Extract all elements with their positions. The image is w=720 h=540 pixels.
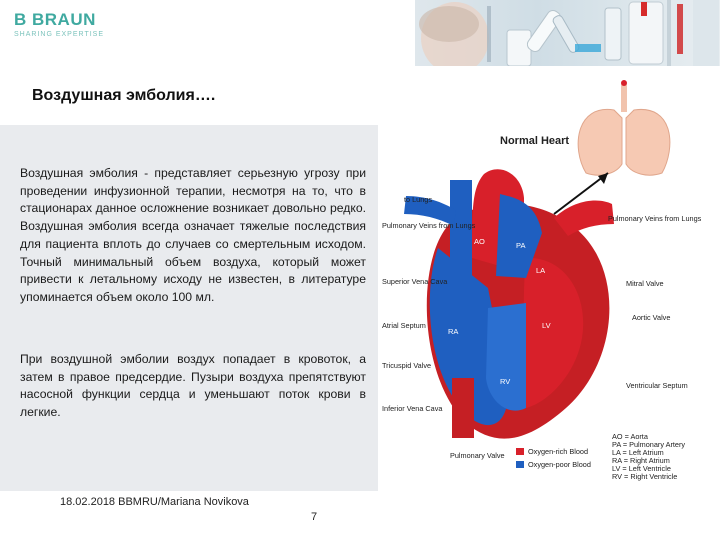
chamber-la: LA [536, 266, 546, 275]
label-to-lungs: to Lungs [404, 195, 432, 204]
header-banner-image [415, 0, 720, 66]
legend-ao: AO = Aorta [612, 432, 648, 441]
swatch-label-oxygen-rich: Oxygen-rich Blood [528, 447, 589, 456]
label-ventricular-septum: Ventricular Septum [626, 381, 688, 390]
heart-diagram [376, 78, 702, 488]
slide-title: Воздушная эмболия…. [32, 87, 216, 104]
legend-ra: RA = Right Atrium [612, 456, 670, 465]
banner-illustration [415, 0, 720, 66]
chamber-ra: RA [448, 327, 459, 336]
label-superior-vena-cava: Superior Vena Cava [382, 277, 448, 286]
legend-lv: LV = Left Ventricle [612, 464, 671, 473]
label-tricuspid-valve: Tricuspid Valve [382, 361, 432, 370]
label-pulmonary-veins-left: Pulmonary Veins from Lungs [382, 221, 476, 230]
footer-author: 18.02.2018 BBMRU/Mariana Novikova [60, 496, 249, 508]
chamber-pa: PA [516, 241, 526, 250]
label-aortic-valve: Aortic Valve [632, 313, 671, 322]
paragraph-1: Воздушная эмболия - представляет серьезную угрозу при проведении инфузионной терапии, несмотря на то, что в стационарах данное осложнение возникает довольно редко. Воздушная эмболия всегда означает тяжелые последствия для пациента вплоть до случаев со смертельным исходом. Точный минимальный объем воздуха, который может привести к летальному исходу не известен, в литературе упоминается объем около 100 мл. [20, 166, 366, 304]
chamber-ao: AO [474, 237, 485, 246]
legend-la: LA = Left Atrium [612, 448, 664, 457]
page-number: 7 [311, 511, 318, 523]
label-pulmonary-valve: Pulmonary Valve [450, 451, 505, 460]
label-atrial-septum: Atrial Septum [382, 321, 426, 330]
heart-illustration [404, 169, 614, 438]
label-mitral-valve: Mitral Valve [626, 279, 664, 288]
swatch-label-oxygen-poor: Oxygen-poor Blood [528, 460, 591, 469]
legend-pa: PA = Pulmonary Artery [612, 440, 686, 449]
logo-tagline: SHARING EXPERTISE [14, 31, 105, 38]
chamber-rv: RV [500, 377, 511, 386]
legend-rv: RV = Right Ventricle [612, 472, 678, 481]
logo-wordmark: B BRAUN [14, 10, 96, 29]
bbraun-logo [14, 11, 104, 38]
lungs-illustration [578, 80, 670, 175]
label-pulmonary-veins-right: Pulmonary Veins from Lungs [608, 214, 702, 223]
diagram-title: Normal Heart [500, 135, 570, 147]
swatch-oxygen-rich [516, 448, 524, 455]
swatch-oxygen-poor [516, 461, 524, 468]
paragraph-2: При воздушной эмболии воздух попадает в кровоток, а затем в правое предсердие. Пузыри воздуха препятствуют насосной функции сердца и уменьшают поток крови в легкие. [20, 352, 366, 420]
chamber-lv: LV [542, 321, 551, 330]
label-inferior-vena-cava: Inferior Vena Cava [382, 404, 443, 413]
